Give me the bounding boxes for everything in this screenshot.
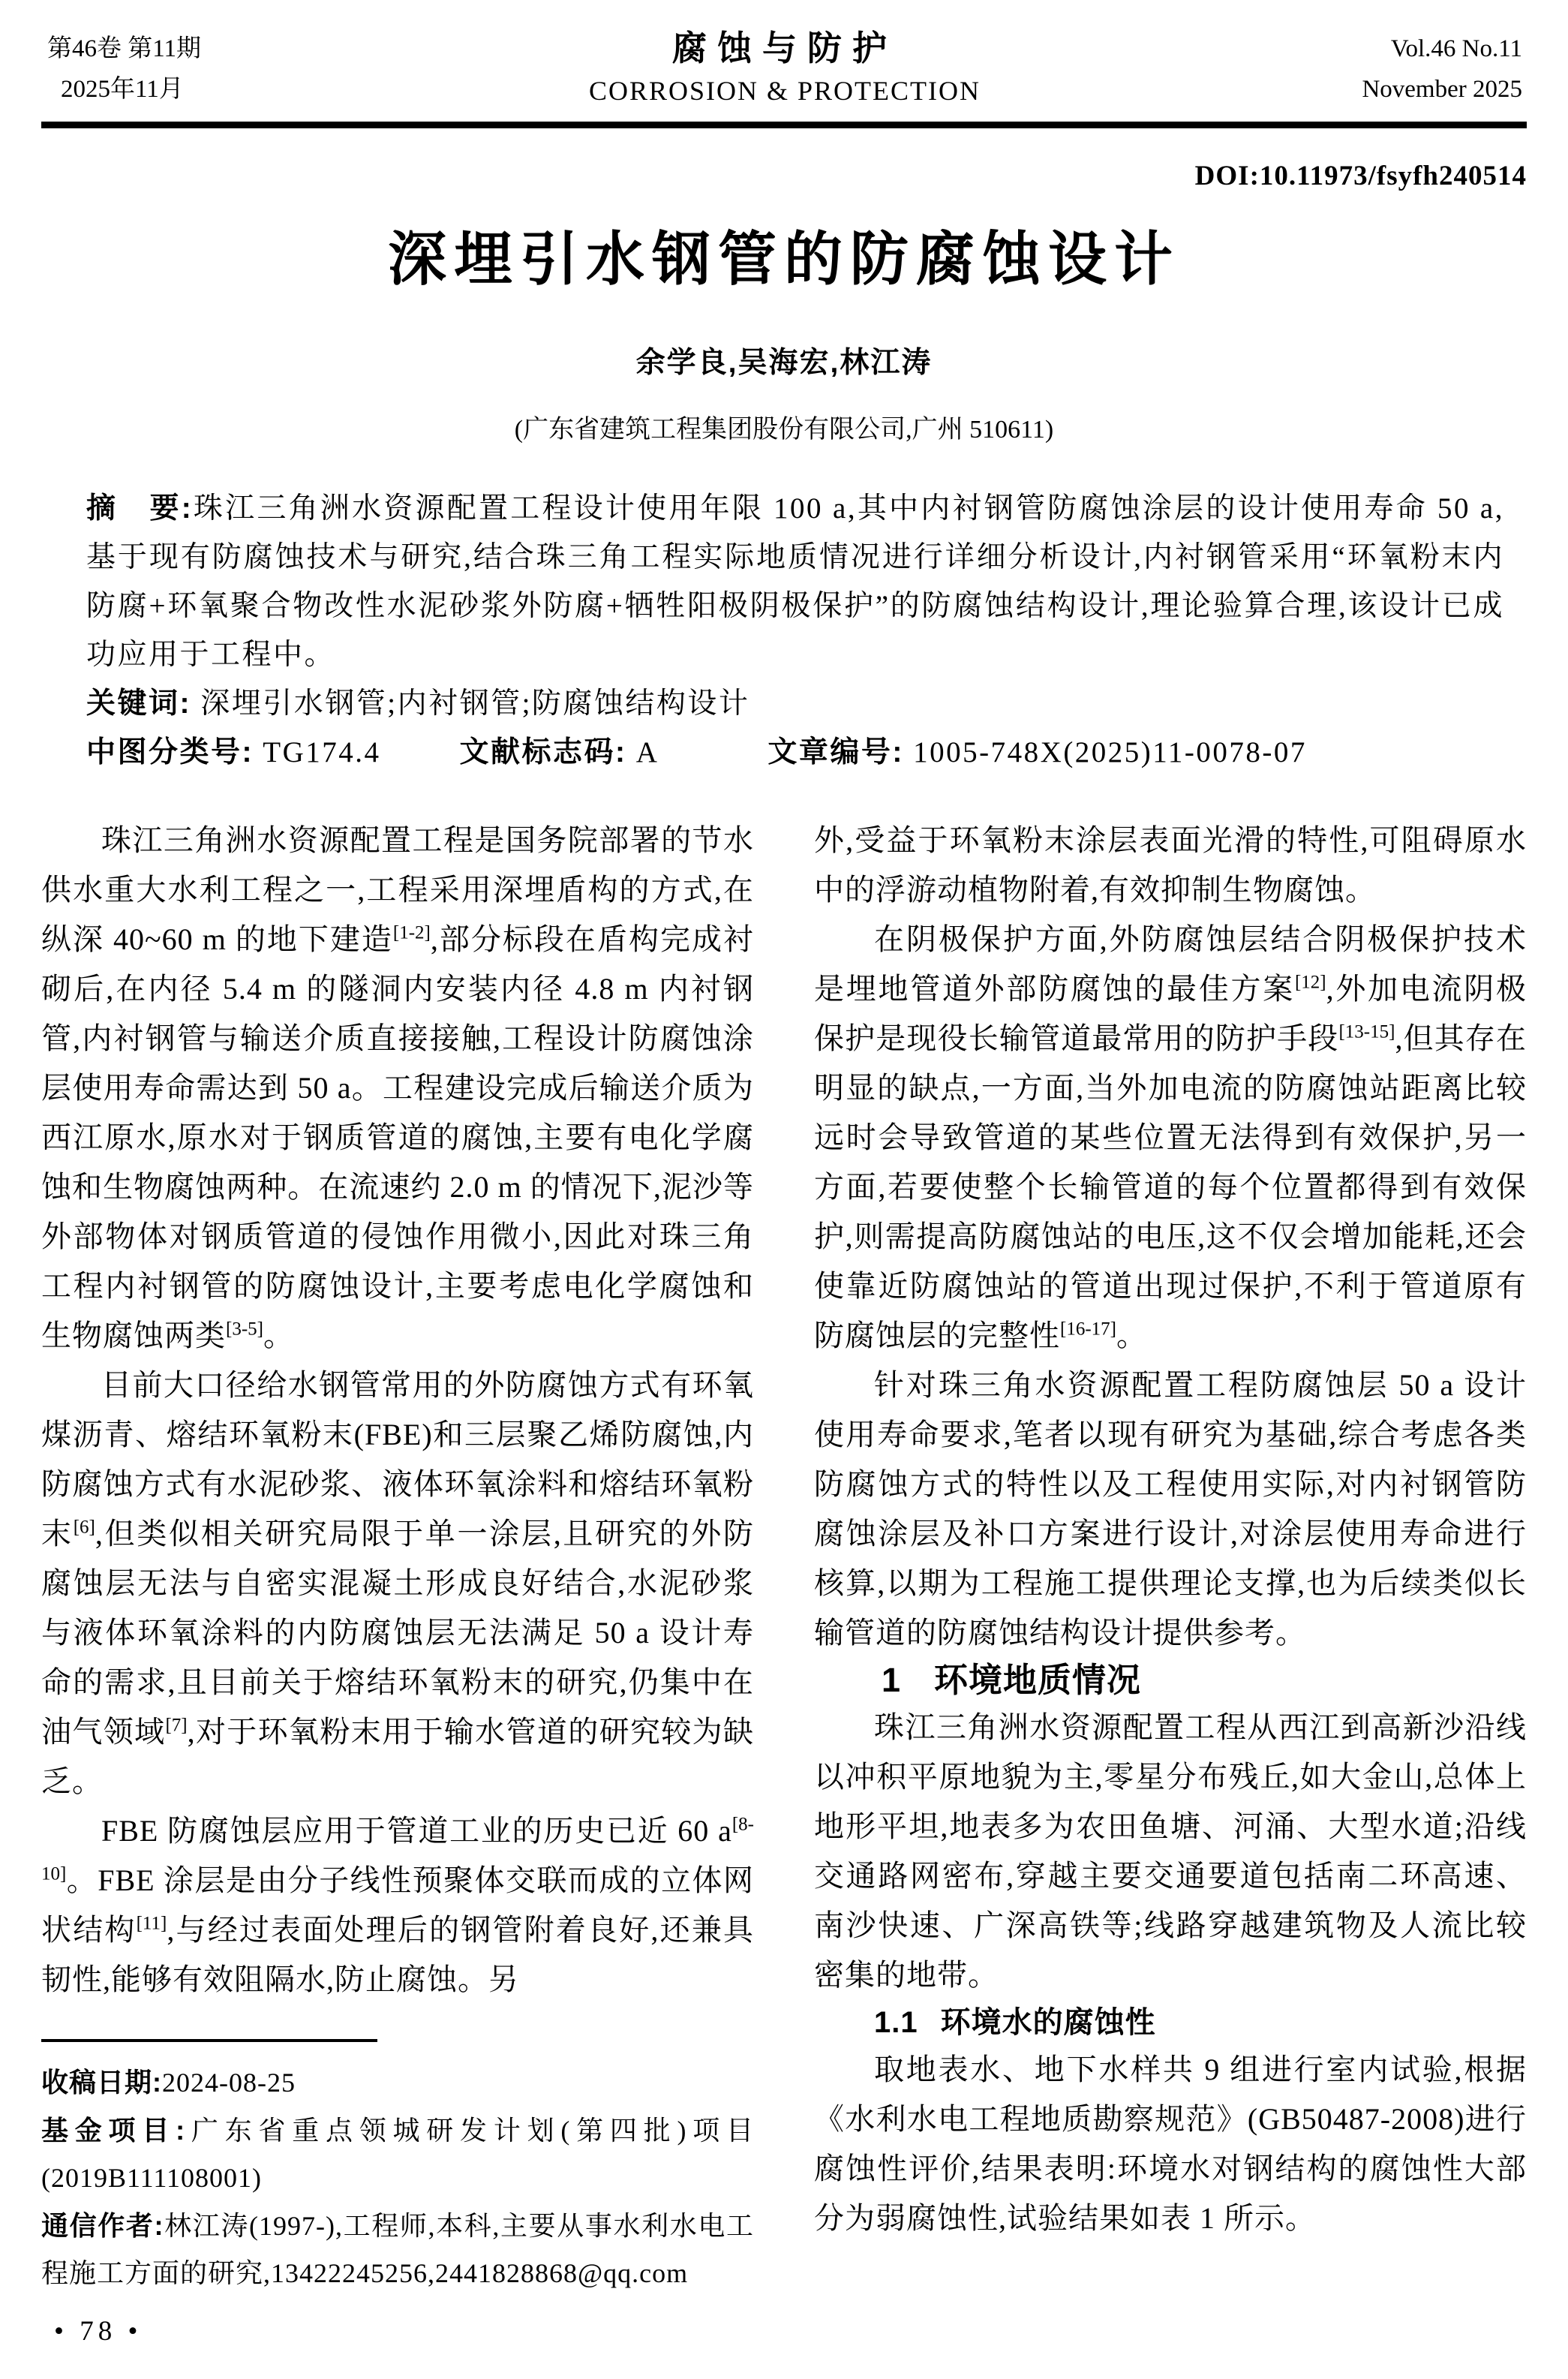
journal-name-zh: 腐蚀与防护	[672, 29, 897, 68]
paragraph: FBE 防腐蚀层应用于管道工业的历史已近 60 a[8-10]。FBE 涂层是由分子线性预聚体交联而成的立体网状结构[11],与经过表面处理后的钢管附着良好,还兼具韧性,能够有效阻隔水,防止腐蚀。另	[41, 1814, 755, 1996]
article-title: 深埋引水钢管的防腐蚀设计	[387, 226, 1180, 292]
abstract-section	[86, 484, 1504, 777]
journal-name-en: CORROSION & PROTECTION	[588, 76, 981, 106]
journal-header	[41, 23, 1527, 111]
section-title: 环境地质情况	[934, 1661, 1142, 1699]
fund-number: (2019B111108001)	[41, 2163, 262, 2193]
left-column	[41, 816, 754, 2297]
fund-label: 基金项目:	[41, 2115, 186, 2146]
article-id-value: 1005-748X(2025)11-0078-07	[913, 736, 1307, 768]
article-id-label: 文章编号:	[767, 736, 904, 768]
volume-issue-zh: 第46卷 第11期	[47, 35, 202, 62]
footnote-received	[41, 2059, 754, 2107]
header-volume-issue	[41, 29, 370, 110]
header-divider-rule	[41, 122, 1527, 128]
subsection-title: 环境水的腐蚀性	[940, 2006, 1156, 2039]
footnote-fund	[41, 2107, 754, 2202]
journal-name	[370, 27, 1200, 111]
paragraph: 珠江三角洲水资源配置工程是国务院部署的节水供水重大水利工程之一,工程采用深埋盾构的方式,在纵深 40~60 m 的地下建造[1-2],部分标段在盾构完成衬砌后,在内径 5.4 m 的隧洞内安装内径 4.8 m 内衬钢管,内衬钢管与输送介质直接接触,工程设计防腐蚀涂层使用寿命需达到 50 a。工程建设完成后输送介质为西江原水,原水对于钢质管道的腐蚀,主要有电化学腐蚀和生物腐蚀两种。在流速约 2.0 m 的情况下,泥沙等外部物体对钢质管道的侵蚀作用微小,因此对珠三角工程内衬钢管的防腐蚀设计,主要考虑电化学腐蚀和生物腐蚀两类[3-5]。	[41, 823, 754, 1352]
footnote	[41, 2039, 754, 2297]
clc-segment	[86, 736, 381, 768]
paragraph: 珠江三角洲水资源配置工程从西江到高新沙沿线以冲积平原地貌为主,零星分布残丘,如大金山,总体上地形平坦,地表多为农田鱼塘、河涌、大型水道;沿线交通路网密布,穿越主要交通要道包括南二环高速、南沙快速、广深高铁等;线路穿越建筑物及人流比较密集的地带。	[814, 1710, 1527, 1992]
paragraph: 取地表水、地下水样共 9 组进行室内试验,根据《水利水电工程地质勘察规范》(GB50487-2008)进行腐蚀性评价,结果表明:环境水对钢结构的腐蚀性大部分为弱腐蚀性,试验结果如表 1 所示。	[814, 2053, 1527, 2235]
footnote-corresponding-author	[41, 2202, 754, 2297]
date-zh: 2025年11月	[61, 76, 184, 103]
abstract-text: 珠江三角洲水资源配置工程设计使用年限 100 a,其中内衬钢管防腐蚀涂层的设计使用寿命 50 a,基于现有防腐蚀技术与研究,结合珠三角工程实际地质情况进行详细分析设计,内衬钢管采用“环氧粉末内防腐+环氧聚合物改性水泥砂浆外防腐+牺牲阳极阴极保护”的防腐蚀结构设计,理论验算合理,该设计已成功应用于工程中。	[86, 492, 1504, 671]
footnote-rule	[41, 2039, 377, 2042]
keywords-text: 深埋引水钢管;内衬钢管;防腐蚀结构设计	[200, 687, 750, 720]
keywords-line	[86, 679, 1504, 728]
corresponding-author-text: 林江涛(1997-),工程师,本科,主要从事水利水电工程施工方面的研究,13422245256,2441828868@qq.com	[41, 2211, 754, 2288]
section-heading-1	[814, 1658, 1527, 1703]
received-value: 2024-08-25	[162, 2068, 296, 2098]
doi: DOI:10.11973/fsyfh240514	[1194, 161, 1527, 191]
right-column	[814, 816, 1527, 2297]
doc-code-value: A	[635, 736, 659, 768]
doc-code-segment	[460, 736, 659, 768]
doc-code-label: 文献标志码:	[459, 736, 627, 768]
date-en: November 2025	[1362, 76, 1522, 103]
fund-text: 广东省重点领城研发计划(第四批)项目	[185, 2116, 754, 2146]
article-id-segment	[767, 736, 1306, 768]
keywords-label: 关键词:	[86, 687, 191, 720]
received-label: 收稿日期:	[41, 2067, 162, 2098]
header-vol-no	[1200, 29, 1527, 110]
page-number: • 78 •	[54, 2316, 143, 2347]
subsection-number: 1.1	[874, 2006, 918, 2039]
article-affiliation: (广东省建筑工程集团股份有限公司,广州 510611)	[514, 416, 1054, 444]
abstract-label: 摘 要:	[86, 492, 194, 525]
section-heading-1-1	[814, 2000, 1527, 2045]
vol-no-en: Vol.46 No.11	[1390, 35, 1522, 62]
clc-label: 中图分类号:	[86, 736, 254, 768]
classification-line	[86, 728, 1504, 777]
paragraph: 目前大口径给水钢管常用的外防腐蚀方式有环氧煤沥青、熔结环氧粉末(FBE)和三层聚乙烯防腐蚀,内防腐蚀方式有水泥砂浆、液体环氧涂料和熔结环氧粉末[6],但类似相关研究局限于单一涂层,且研究的外防腐蚀层无法与自密实混凝土形成良好结合,水泥砂浆与液体环氧涂料的内防腐蚀层无法满足 50 a 设计寿命的需求,且目前关于熔结环氧粉末的研究,仍集中在油气领域[7],对于环氧粉末用于输水管道的研究较为缺乏。	[41, 1368, 755, 1798]
article-authors: 余学良,吴海宏,林江涛	[635, 347, 933, 379]
section-number: 1	[882, 1661, 902, 1699]
corresponding-author-label: 通信作者:	[41, 2210, 164, 2241]
paragraph: 在阴极保护方面,外防腐蚀层结合阴极保护技术是埋地管道外部防腐蚀的最佳方案[12],外加电流阴极保护是现役长输管道最常用的防护手段[13-15],但其存在明显的缺点,一方面,当外加电流的防腐蚀站距离比较远时会导致管道的某些位置无法得到有效保护,另一方面,若要使整个长输管道的每个位置都得到有效保护,则需提高防腐蚀站的电压,这不仅会增加能耗,还会使靠近防腐蚀站的管道出现过保护,不利于管道原有防腐蚀层的完整性[16-17]。	[814, 922, 1527, 1352]
paragraph: 针对珠三角水资源配置工程防腐蚀层 50 a 设计使用寿命要求,笔者以现有研究为基础,综合考虑各类防腐蚀方式的特性以及工程使用实际,对内衬钢管防腐蚀涂层及补口方案进行设计,对涂层使用寿命进行核算,以期为工程施工提供理论支撑,也为后续类似长输管道的防腐蚀结构设计提供参考。	[814, 1368, 1527, 1650]
paragraph: 外,受益于环氧粉末涂层表面光滑的特性,可阻碍原水中的浮游动植物附着,有效抑制生物腐蚀。	[814, 823, 1527, 907]
clc-value: TG174.4	[263, 736, 381, 768]
abstract-paragraph	[86, 484, 1504, 679]
body-columns	[41, 816, 1527, 2297]
